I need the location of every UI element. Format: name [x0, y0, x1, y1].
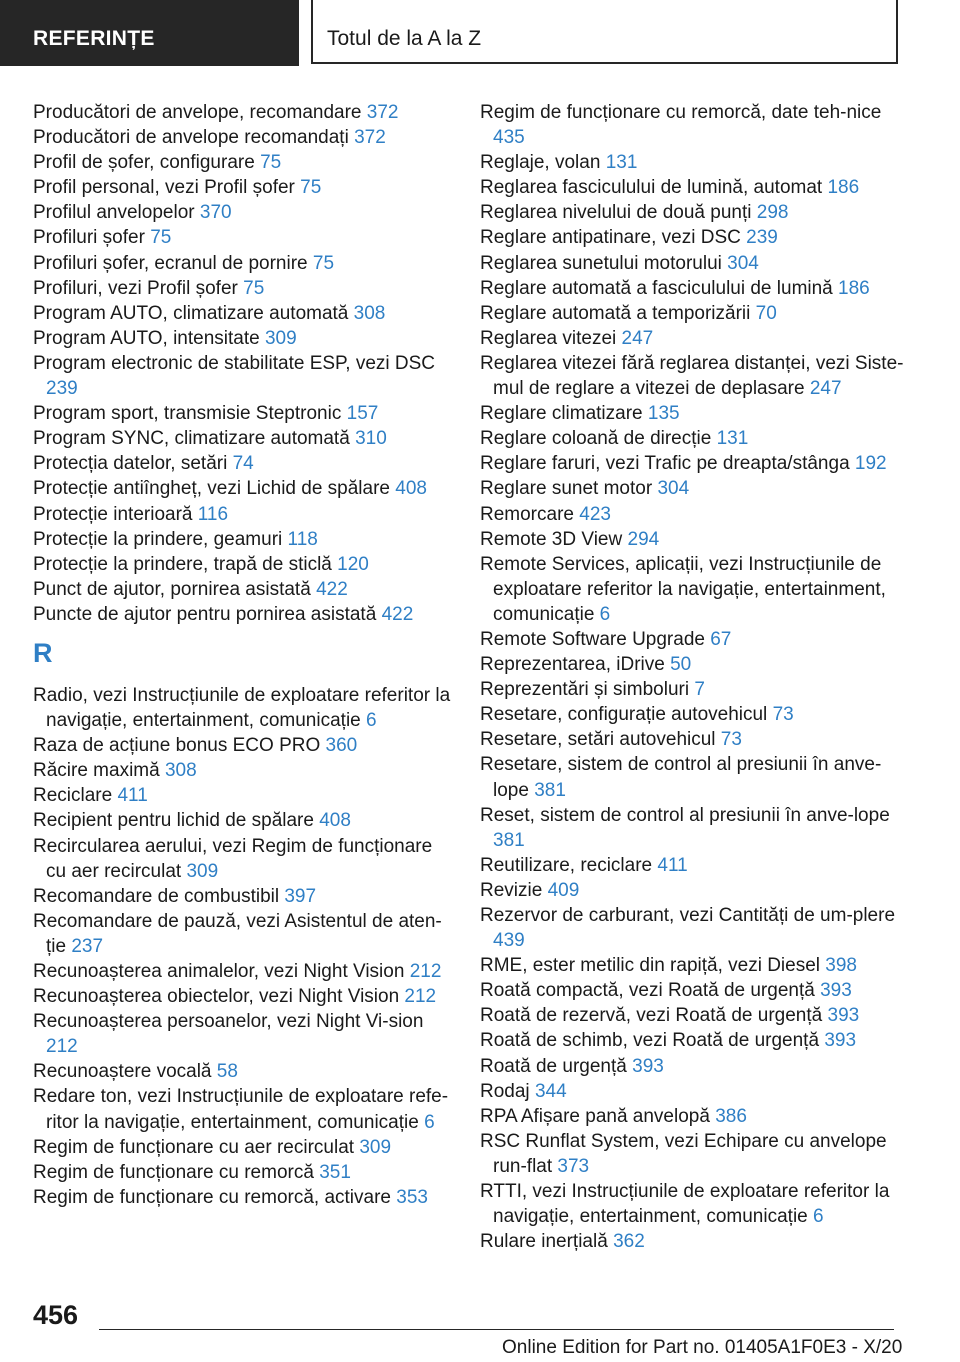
index-entry: [480, 1104, 910, 1129]
page-reference-link[interactable]: 397: [284, 885, 317, 907]
index-entry: [33, 602, 453, 627]
index-entry-text: Reglarea vitezei: [480, 327, 617, 349]
index-entry: [480, 326, 910, 351]
index-entry-text: Remote Services, aplicații, vezi Instrucțiunile de exploatare referitor la navigație, entertainment, comunicație: [480, 553, 886, 625]
page-reference-link[interactable]: 247: [621, 327, 654, 349]
page-reference-link[interactable]: 116: [197, 503, 229, 525]
chapter-tab: [311, 0, 898, 64]
page-reference-link[interactable]: 308: [164, 760, 197, 782]
index-entry: [480, 1054, 910, 1079]
index-entry-text: Regim de funcționare cu remorcă, date teh-nice: [480, 102, 882, 123]
index-entry-text: Rezervor de carburant, vezi Cantități de um-plere: [480, 905, 896, 926]
index-entry-text: Reciclare: [33, 785, 113, 807]
index-entry-text: RTTI, vezi Instrucțiunile de exploatare referitor la navigație, entertainment, comunicație: [480, 1181, 890, 1228]
page-reference-link[interactable]: 398: [825, 955, 857, 977]
index-entry: [480, 1179, 910, 1229]
page-reference-link[interactable]: 186: [838, 277, 870, 299]
page-reference-link[interactable]: 372: [354, 127, 386, 149]
index-entry-text: Regim de funcționare cu remorcă, activare: [33, 1186, 391, 1208]
index-column-right: [480, 100, 910, 1254]
index-entry-text: Profiluri, vezi Profil șofer: [33, 277, 238, 299]
index-entry: [33, 175, 453, 200]
index-entry: [480, 652, 910, 677]
page-reference-link[interactable]: 353: [396, 1186, 428, 1208]
index-list-p: [33, 100, 453, 627]
page-reference-link[interactable]: 131: [605, 152, 638, 174]
index-entry: [480, 502, 910, 527]
index-entry: [480, 100, 910, 150]
page-reference-link[interactable]: 239: [46, 378, 78, 400]
index-entry: [480, 903, 910, 953]
page-reference-link[interactable]: 393: [632, 1055, 664, 1077]
index-entry-text: Revizie: [480, 879, 543, 901]
index-entry: [480, 527, 910, 552]
index-entry: [33, 1009, 453, 1059]
page-reference-link[interactable]: 75: [312, 252, 335, 274]
page-reference-link[interactable]: 381: [493, 829, 525, 851]
index-entry-text: Punct de ajutor, pornirea asistată: [33, 578, 311, 600]
page-reference-link[interactable]: 304: [727, 252, 759, 274]
index-entry: [480, 702, 910, 727]
index-entry: [480, 175, 910, 200]
page-reference-link[interactable]: 157: [346, 403, 379, 425]
index-entry: [480, 251, 910, 276]
index-entry-text: Protecție antiîngheț, vezi Lichid de spălare: [33, 478, 390, 500]
page-reference-link[interactable]: 70: [755, 302, 777, 324]
page-reference-link[interactable]: 408: [395, 478, 427, 500]
index-entry-text: Profiluri șofer: [33, 227, 145, 249]
index-entry: [33, 758, 453, 783]
index-column-left: [33, 100, 453, 1210]
index-entry-text: Resetare, sistem de control al presiunii în anve-lope: [480, 754, 882, 801]
index-entry-text: Resetare, configurație autovehicul: [480, 704, 768, 726]
index-entry: [33, 125, 453, 150]
index-entry-text: Regim de funcționare cu remorcă: [33, 1161, 314, 1183]
index-entry-text: Redare ton, vezi Instrucțiunile de exploatare refe-ritor la navigație, entertainment, comunicație: [33, 1086, 449, 1133]
index-entry: [480, 953, 910, 978]
index-entry: [33, 451, 453, 476]
index-entry: [33, 577, 453, 602]
page-reference-link[interactable]: 422: [316, 578, 348, 600]
page-reference-link[interactable]: 6: [813, 1206, 824, 1228]
page-reference-link[interactable]: 6: [424, 1111, 435, 1133]
page-reference-link[interactable]: 372: [366, 102, 399, 123]
index-entry-text: Recunoaștere vocală: [33, 1061, 212, 1083]
page-reference-link[interactable]: 373: [557, 1155, 590, 1177]
index-entry-text: Profiluri șofer, ecranul de pornire: [33, 252, 308, 274]
index-entry: [480, 276, 910, 301]
edition-note: Online Edition for Part no. 01405A1F0E3 - X/20: [502, 1337, 903, 1358]
index-entry: [480, 803, 910, 853]
index-entry: [33, 552, 453, 577]
page-reference-link[interactable]: 309: [264, 327, 297, 349]
page-reference-link[interactable]: 422: [381, 603, 414, 625]
page-number: 456: [33, 1300, 79, 1330]
index-entry: [33, 1185, 453, 1210]
page-reference-link[interactable]: 75: [150, 227, 172, 249]
page-reference-link[interactable]: 411: [657, 854, 688, 876]
index-entry-text: Profil personal, vezi Profil șofer: [33, 177, 295, 199]
chapter-title: Totul de la A la Z: [327, 27, 482, 50]
page-reference-link[interactable]: 298: [756, 202, 789, 224]
index-entry: [480, 200, 910, 225]
index-entry-text: Reglarea nivelului de două punți: [480, 202, 752, 224]
page-reference-link[interactable]: 360: [325, 735, 358, 757]
index-entry-text: Reglare antipatinare, vezi DSC: [480, 227, 741, 249]
index-entry-text: Reglare automată a temporizării: [480, 302, 751, 324]
index-entry: [480, 451, 910, 476]
index-entry-text: Protecție la prindere, geamuri: [33, 528, 283, 550]
index-entry: [480, 552, 910, 627]
index-entry-text: Puncte de ajutor pentru pornirea asistată: [33, 603, 377, 625]
page-reference-link[interactable]: 247: [809, 378, 842, 400]
page-reference-link[interactable]: 309: [359, 1136, 392, 1158]
index-entry-text: Roată compactă, vezi Roată de urgență: [480, 980, 815, 1002]
index-entry-text: Reglarea sunetului motorului: [480, 252, 722, 274]
index-entry-text: Reprezentări și simboluri: [480, 679, 690, 701]
index-entry: [480, 1129, 910, 1179]
index-entry-text: Remote Software Upgrade: [480, 628, 705, 650]
index-entry-text: Profil de șofer, configurare: [33, 152, 255, 174]
index-entry: [33, 251, 453, 276]
page-reference-link[interactable]: 58: [216, 1061, 238, 1083]
page-reference-link[interactable]: 75: [243, 277, 265, 299]
index-entry: [33, 150, 453, 175]
page-reference-link[interactable]: 73: [772, 704, 794, 726]
index-entry: [33, 808, 453, 833]
index-entry-text: Roată de rezervă, vezi Roată de urgență: [480, 1005, 823, 1027]
index-entry: [33, 502, 453, 527]
page-reference-link[interactable]: 423: [579, 503, 611, 525]
page-reference-link[interactable]: 6: [599, 603, 611, 625]
index-entry: [33, 1084, 453, 1134]
page-reference-link[interactable]: 50: [670, 654, 692, 676]
index-entry: [480, 978, 910, 1003]
index-entry-text: RSC Runflat System, vezi Echipare cu anvelope run-flat: [480, 1130, 887, 1177]
index-list-r-continued: [480, 100, 910, 1254]
page-reference-link[interactable]: 73: [720, 729, 742, 751]
index-entry: [33, 884, 453, 909]
index-entry: [480, 752, 910, 802]
index-entry-text: Recunoașterea obiectelor, vezi Night Vision: [33, 986, 400, 1008]
page-reference-link[interactable]: 409: [547, 879, 580, 901]
index-entry: [480, 1079, 910, 1104]
index-entry-text: RME, ester metilic din rapiță, vezi Diesel: [480, 955, 820, 977]
page-reference-link[interactable]: 310: [355, 428, 387, 450]
index-entry: [480, 878, 910, 903]
page-reference-link[interactable]: 239: [746, 227, 778, 249]
index-entry: [33, 783, 453, 808]
page-reference-link[interactable]: 411: [117, 785, 148, 807]
index-entry: [33, 683, 453, 733]
index-entry: [480, 1028, 910, 1053]
page-reference-link[interactable]: 237: [71, 935, 104, 957]
page-reference-link[interactable]: 135: [647, 403, 680, 425]
index-entry-text: Resetare, setări autovehicul: [480, 729, 716, 751]
page-reference-link[interactable]: 393: [827, 1005, 860, 1027]
page-reference-link[interactable]: 212: [404, 986, 437, 1008]
index-entry: [480, 476, 910, 501]
index-entry-text: Producători de anvelope recomandați: [33, 127, 349, 149]
index-entry-text: Reutilizare, reciclare: [480, 854, 653, 876]
page-reference-link[interactable]: 192: [854, 453, 887, 475]
index-entry-text: Roată de schimb, vezi Roată de urgență: [480, 1030, 820, 1052]
index-entry: [480, 150, 910, 175]
index-entry: [33, 984, 453, 1009]
index-entry-text: Răcire maximă: [33, 760, 160, 782]
index-entry: [480, 853, 910, 878]
index-entry: [480, 401, 910, 426]
index-entry-text: Raza de acțiune bonus ECO PRO: [33, 735, 321, 757]
index-entry-text: Program AUTO, intensitate: [33, 327, 260, 349]
index-entry-text: Recunoașterea animalelor, vezi Night Vision: [33, 961, 405, 982]
index-entry: [33, 909, 453, 959]
index-entry: [33, 959, 453, 984]
index-entry-text: Reglarea vitezei fără reglarea distanței, vezi Siste-mul de reglare a vitezei de deplasare: [480, 352, 904, 400]
index-entry-text: Reglare automată a fasciculului de lumină: [480, 277, 833, 299]
index-entry-text: Reglaje, volan: [480, 152, 601, 174]
page-reference-link[interactable]: 408: [319, 810, 351, 832]
index-entry: [480, 225, 910, 250]
index-entry-text: Reglare sunet motor: [480, 478, 653, 500]
index-entry-text: Protecție la prindere, trapă de sticlă: [33, 553, 332, 575]
index-entry-text: Producători de anvelope, recomandare: [33, 102, 362, 123]
index-entry-text: Rodaj: [480, 1080, 530, 1102]
index-entry-text: Profilul anvelopelor: [33, 202, 195, 224]
page-reference-link[interactable]: 439: [493, 930, 525, 952]
page-reference-link[interactable]: 294: [627, 528, 660, 550]
index-entry: [480, 1229, 910, 1254]
index-entry-text: RPA Afișare pană anvelopă: [480, 1105, 710, 1127]
section-tab: [0, 0, 299, 66]
index-entry-text: Reglare coloană de direcție: [480, 428, 712, 450]
index-entry-text: Recomandare de combustibil: [33, 885, 280, 907]
page-reference-link[interactable]: 212: [409, 961, 442, 982]
index-entry: [33, 733, 453, 758]
page-reference-link[interactable]: 118: [287, 528, 318, 550]
page-reference-link[interactable]: 344: [534, 1080, 567, 1102]
page-reference-link[interactable]: 309: [186, 860, 219, 882]
index-entry-text: Recipient pentru lichid de spălare: [33, 810, 314, 832]
index-entry-text: Reprezentarea, iDrive: [480, 654, 665, 676]
index-entry: [480, 727, 910, 752]
section-title: REFERINȚE: [33, 27, 155, 50]
page-reference-link[interactable]: 131: [716, 428, 749, 450]
index-entry-text: Recomandare de pauză, vezi Asistentul de aten-ție: [33, 910, 442, 957]
page-reference-link[interactable]: 7: [694, 679, 705, 701]
index-entry: [33, 476, 453, 501]
index-entry: [33, 100, 453, 125]
index-entry: [33, 225, 453, 250]
page-reference-link[interactable]: 393: [824, 1030, 857, 1052]
index-entry: [33, 301, 453, 326]
page-reference-link[interactable]: 74: [232, 453, 254, 475]
index-entry-text: Remorcare: [480, 503, 574, 525]
index-entry: [33, 834, 453, 884]
index-entry-text: Remote 3D View: [480, 528, 623, 550]
index-entry-text: Rulare inerțială: [480, 1231, 608, 1253]
index-entry-text: Reglarea fasciculului de lumină, automat: [480, 177, 823, 199]
index-entry: [33, 401, 453, 426]
index-entry: [33, 1160, 453, 1185]
index-entry-text: Reglare faruri, vezi Trafic pe dreapta/stânga: [480, 453, 850, 475]
index-entry-text: Roată de urgență: [480, 1055, 627, 1077]
index-entry: [480, 1003, 910, 1028]
page-reference-link[interactable]: 370: [199, 202, 232, 224]
index-entry-text: Regim de funcționare cu aer recirculat: [33, 1136, 355, 1158]
index-entry-text: Radio, vezi Instrucțiunile de exploatare referitor la navigație, entertainment, comunicație: [33, 684, 451, 732]
index-entry-text: Recunoașterea persoanelor, vezi Night Vi-sion: [33, 1011, 424, 1033]
index-entry: [480, 627, 910, 652]
page-reference-link[interactable]: 75: [300, 177, 322, 199]
index-entry-text: Program sport, transmisie Steptronic: [33, 403, 342, 425]
page-reference-link[interactable]: 75: [260, 152, 282, 174]
index-entry-text: Recircularea aerului, vezi Regim de funcționare cu aer recirculat: [33, 835, 433, 882]
index-entry-text: Protecție interioară: [33, 503, 193, 525]
index-entry: [33, 1059, 453, 1084]
index-entry-text: Program electronic de stabilitate ESP, vezi DSC: [33, 352, 435, 374]
page-reference-link[interactable]: 386: [715, 1105, 747, 1127]
index-entry: [33, 1135, 453, 1160]
index-entry-text: Program AUTO, climatizare automată: [33, 302, 349, 324]
page-header: [0, 0, 960, 66]
index-entry-text: Reglare climatizare: [480, 403, 643, 425]
index-entry-text: Protecția datelor, setări: [33, 453, 228, 475]
index-entry: [33, 326, 453, 351]
index-entry-text: Reset, sistem de control al presiunii în anve-lope: [480, 804, 890, 826]
index-entry: [480, 426, 910, 451]
index-entry: [480, 351, 910, 401]
page-reference-link[interactable]: 67: [710, 628, 732, 650]
page-reference-link[interactable]: 351: [319, 1161, 351, 1183]
index-entry: [33, 351, 453, 401]
index-entry: [480, 301, 910, 326]
index-entry: [480, 677, 910, 702]
page-reference-link[interactable]: 435: [493, 127, 525, 149]
page-reference-link[interactable]: 120: [337, 553, 369, 575]
index-entry: [33, 276, 453, 301]
page-reference-link[interactable]: 212: [46, 1036, 78, 1058]
index-entry: [33, 426, 453, 451]
page-reference-link[interactable]: 308: [353, 302, 386, 324]
page-reference-link[interactable]: 186: [827, 177, 860, 199]
index-list-r: [33, 683, 453, 1210]
footer-divider: [99, 1329, 894, 1330]
index-entry: [33, 527, 453, 552]
page-reference-link[interactable]: 6: [366, 710, 377, 732]
index-entry: [33, 200, 453, 225]
page-reference-link[interactable]: 381: [534, 779, 566, 801]
page-reference-link[interactable]: 304: [657, 478, 690, 500]
index-entry-text: Program SYNC, climatizare automată: [33, 428, 350, 450]
section-letter: R: [33, 637, 53, 668]
page-reference-link[interactable]: 362: [613, 1231, 645, 1253]
page-reference-link[interactable]: 393: [820, 980, 852, 1002]
